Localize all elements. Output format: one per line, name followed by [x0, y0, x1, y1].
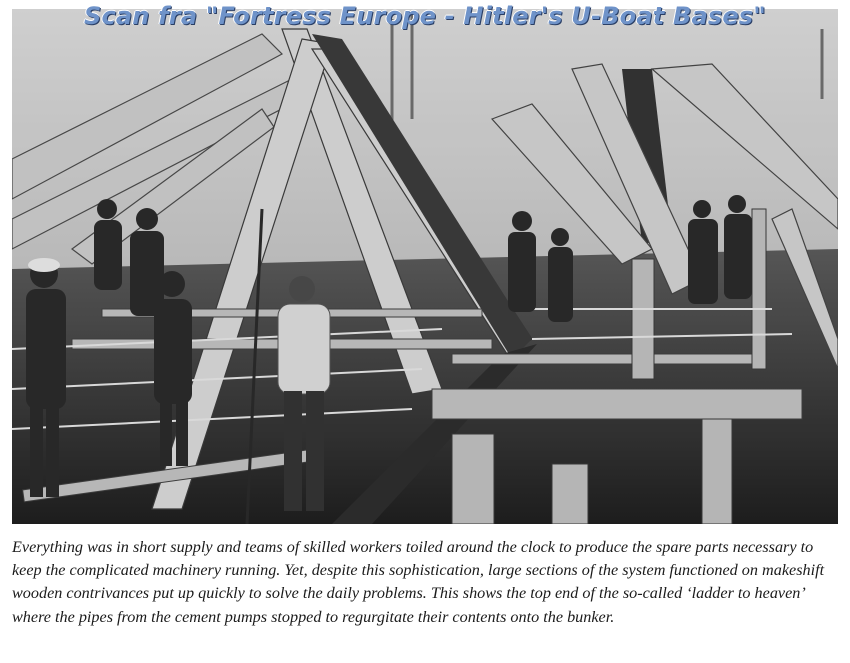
photo-caption: Everything was in short supply and teams of skilled workers toiled around the clock to produce the spare parts necessary to keep the complicated machinery running. Yet, despite this sophistication, large sections of the system functioned on makeshift wooden contrivances put up quickly to solve the daily problems. This shows the top end of the so-called ‘ladder to heaven’ where the pipes from the cement pumps stopped to regurgitate their contents onto the bunker.	[12, 538, 825, 626]
watermark-text: Scan fra "Fortress Europe - Hitler's U-Boat Bases"	[84, 2, 766, 30]
photograph	[12, 9, 838, 524]
photo-illustration	[12, 9, 838, 524]
